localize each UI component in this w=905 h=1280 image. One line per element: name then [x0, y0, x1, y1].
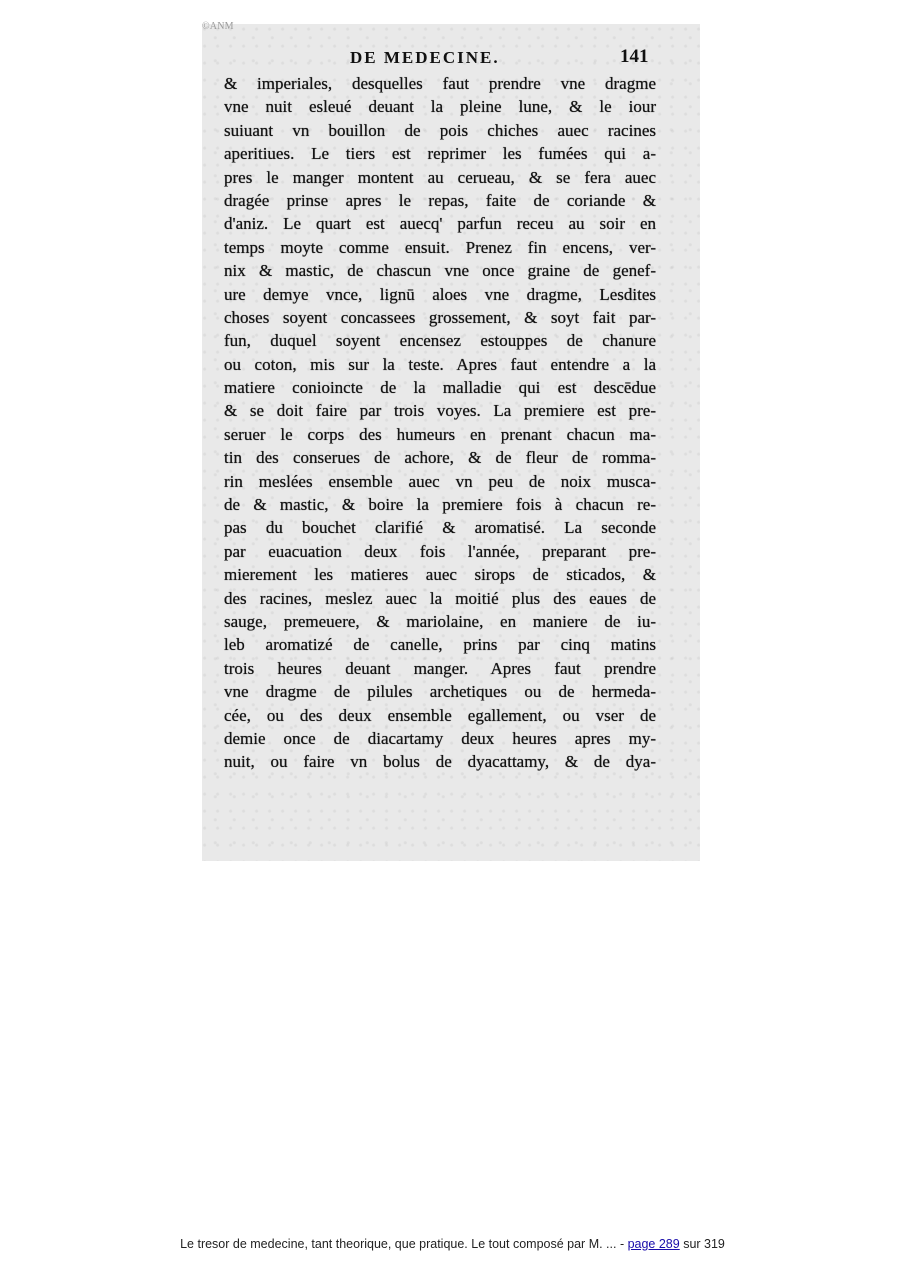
- text-line: leb aromatizé de canelle, prins par cinq matins: [224, 635, 656, 655]
- text-line: & se doit faire par trois voyes. La premiere est pre-: [224, 401, 656, 421]
- text-line: & imperiales, desquelles faut prendre vne dragme: [224, 74, 656, 93]
- text-line: trois heures deuant manger. Apres faut prendre: [224, 658, 656, 678]
- page-total: sur 319: [679, 1237, 725, 1251]
- text-line: rin meslées ensemble auec vn peu de noix musca-: [224, 471, 656, 491]
- text-line: suiuant vn bouillon de pois chiches auec racines: [224, 120, 656, 140]
- text-line: mierement les matieres auec sirops de sticados, &: [224, 565, 656, 585]
- text-line: demie once de diacartamy deux heures apres my-: [224, 728, 656, 748]
- text-line: fun, duquel soyent encensez estouppes de chanure: [224, 331, 656, 351]
- book-title: Le tresor de medecine, tant theorique, que pratique. Le tout composé par M. ... -: [180, 1237, 628, 1251]
- text-line: sauge, premeuere, & mariolaine, en maniere de iu-: [224, 611, 656, 631]
- text-line: ou coton, mis sur la teste. Apres faut entendre a la: [224, 354, 656, 374]
- text-line: pas du bouchet clarifié & aromatisé. La seconde: [224, 518, 656, 538]
- text-line: ure demye vnce, lignū aloes vne dragme, Lesdites: [224, 284, 656, 304]
- body-text: [224, 72, 656, 774]
- page-link[interactable]: page 289: [627, 1237, 680, 1251]
- text-line: choses soyent concassees grossement, & soyt fait par-: [224, 307, 656, 327]
- text-line: tin des conserues de achore, & de fleur de romma-: [224, 448, 656, 468]
- watermark: ©ANM: [202, 21, 234, 32]
- text-line: aperitiues. Le tiers est reprimer les fumées qui a-: [224, 144, 656, 164]
- text-line: matiere conioincte de la malladie qui est descēdue: [224, 378, 656, 398]
- text-line: par euacuation deux fois l'année, preparant pre-: [224, 541, 656, 561]
- text-line: vne dragme de pilules archetiques ou de hermeda-: [224, 682, 656, 702]
- text-line: nix & mastic, de chascun vne once graine de genef-: [224, 261, 656, 281]
- footer: [0, 1237, 905, 1251]
- text-line: temps moyte comme ensuit. Prenez fin encens, ver-: [224, 237, 656, 257]
- text-line: nuit, ou faire vn bolus de dyacattamy, & de dya-: [224, 752, 656, 772]
- printed-page-number: 141: [620, 46, 649, 67]
- text-line: cée, ou des deux ensemble egallement, ou vser de: [224, 705, 656, 725]
- running-head: DE MEDECINE.: [350, 48, 500, 67]
- text-line: seruer le corps des humeurs en prenant chacun ma-: [224, 424, 656, 444]
- text-line: dragée prinse apres le repas, faite de coriande &: [224, 190, 656, 210]
- text-line: des racines, meslez auec la moitié plus des eaues de: [224, 588, 656, 608]
- text-line: pres le manger montent au cerueau, & se fera auec: [224, 167, 656, 187]
- text-line: vne nuit esleué deuant la pleine lune, & le iour: [224, 97, 656, 117]
- text-line: d'aniz. Le quart est auecq' parfun receu au soir en: [224, 214, 656, 234]
- text-line: de & mastic, & boire la premiere fois à chacun re-: [224, 495, 656, 515]
